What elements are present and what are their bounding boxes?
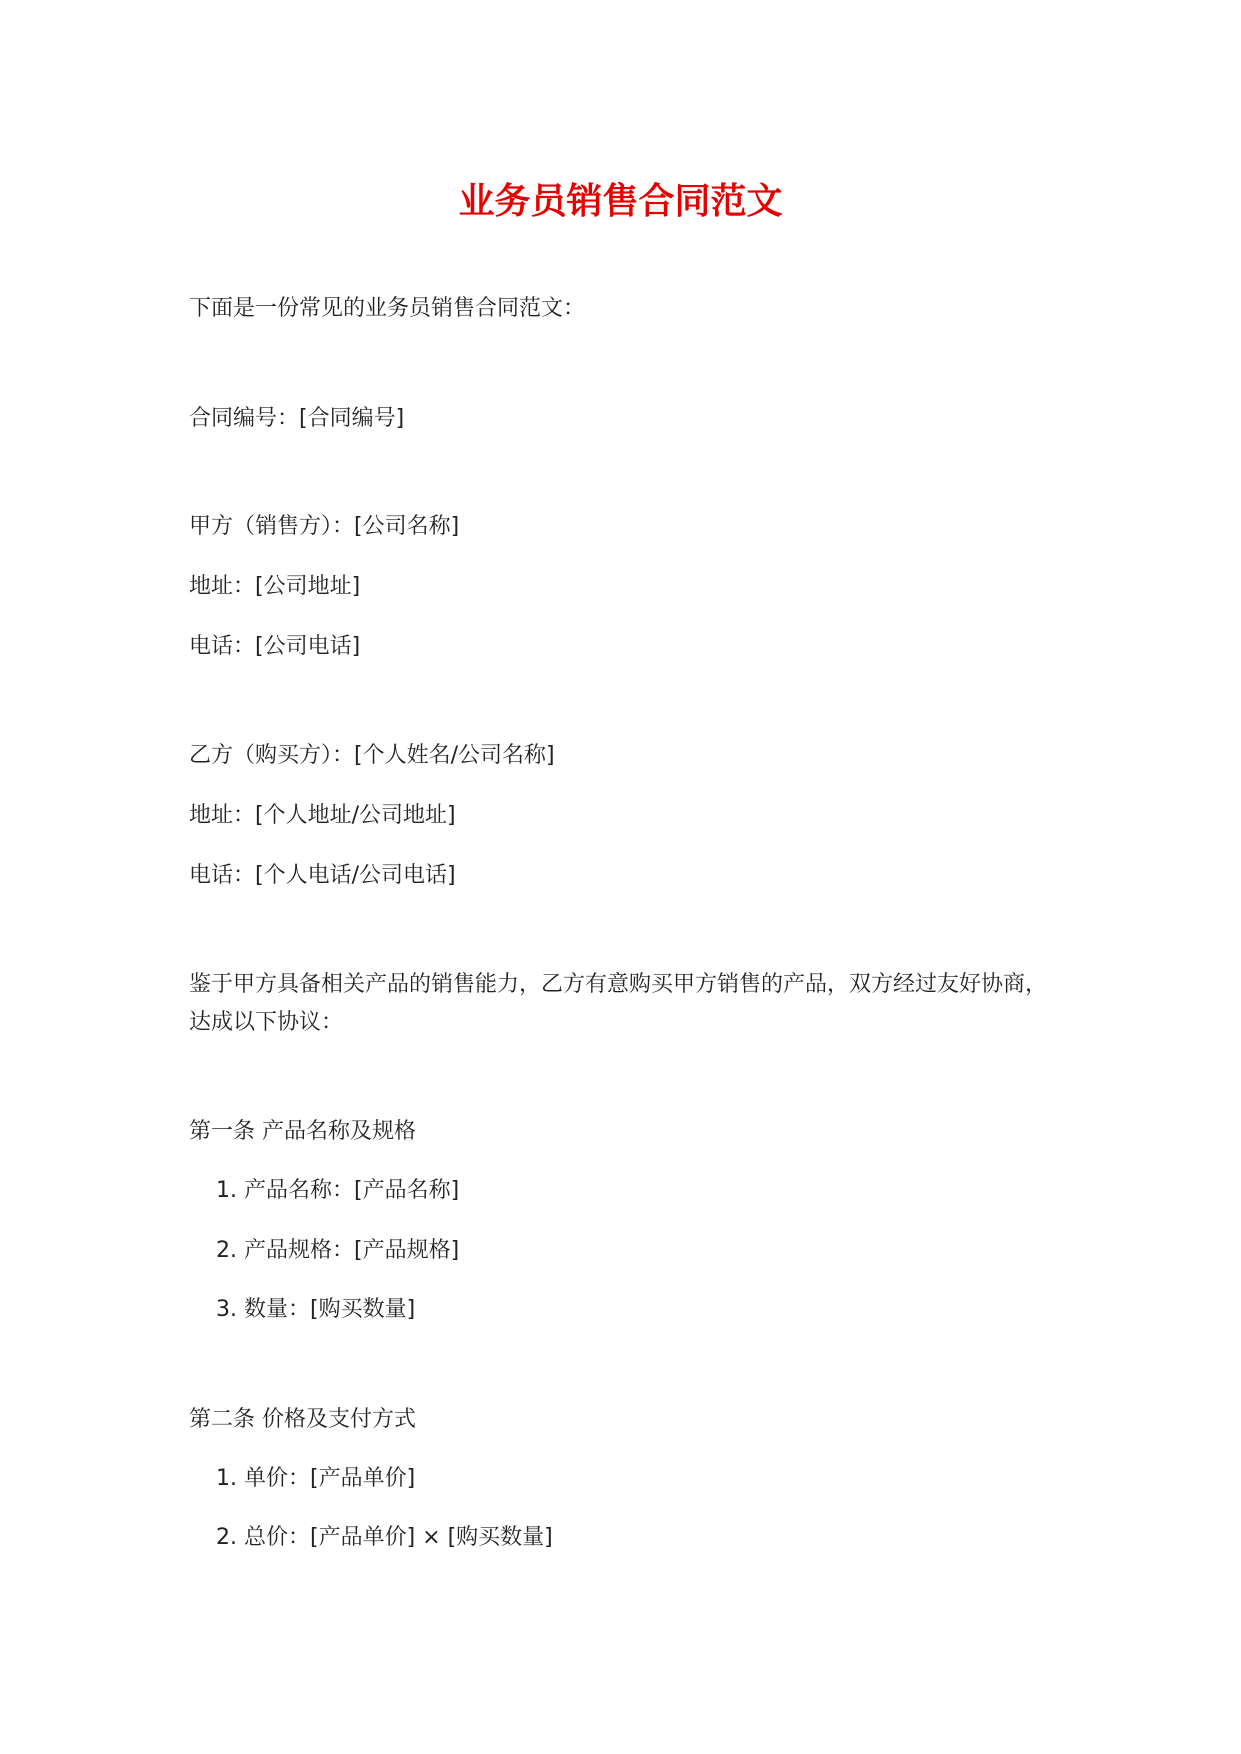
article-1-heading: 第一条 产品名称及规格 (189, 1119, 416, 1144)
article-1-item: 2. 产品规格：[产品规格] (216, 1238, 460, 1263)
party-a-address: 地址：[公司地址] (189, 574, 361, 599)
article-2-item: 1. 单价：[产品单价] (216, 1466, 416, 1491)
article-1-item: 1. 产品名称：[产品名称] (216, 1178, 460, 1203)
party-a-name: 甲方（销售方）：[公司名称] (189, 514, 460, 539)
party-b-address: 地址：[个人地址/公司地址] (189, 803, 456, 828)
party-b-name: 乙方（购买方）：[个人姓名/公司名称] (189, 743, 555, 768)
contract-number: 合同编号：[合同编号] (189, 406, 405, 431)
document-title: 业务员销售合同范文 (458, 181, 783, 222)
article-1-item: 3. 数量：[购买数量] (216, 1297, 416, 1322)
article-2-heading: 第二条 价格及支付方式 (189, 1407, 416, 1432)
intro-text: 下面是一份常见的业务员销售合同范文： (189, 296, 586, 321)
preamble-text: 鉴于甲方具备相关产品的销售能力，乙方有意购买甲方销售的产品，双方经过友好协商，达成以下协议： (189, 972, 1048, 1035)
party-b-phone: 电话：[个人电话/公司电话] (189, 863, 456, 888)
party-a-phone: 电话：[公司电话] (189, 634, 361, 659)
article-2-item: 2. 总价：[产品单价] × [购买数量] (216, 1525, 553, 1550)
